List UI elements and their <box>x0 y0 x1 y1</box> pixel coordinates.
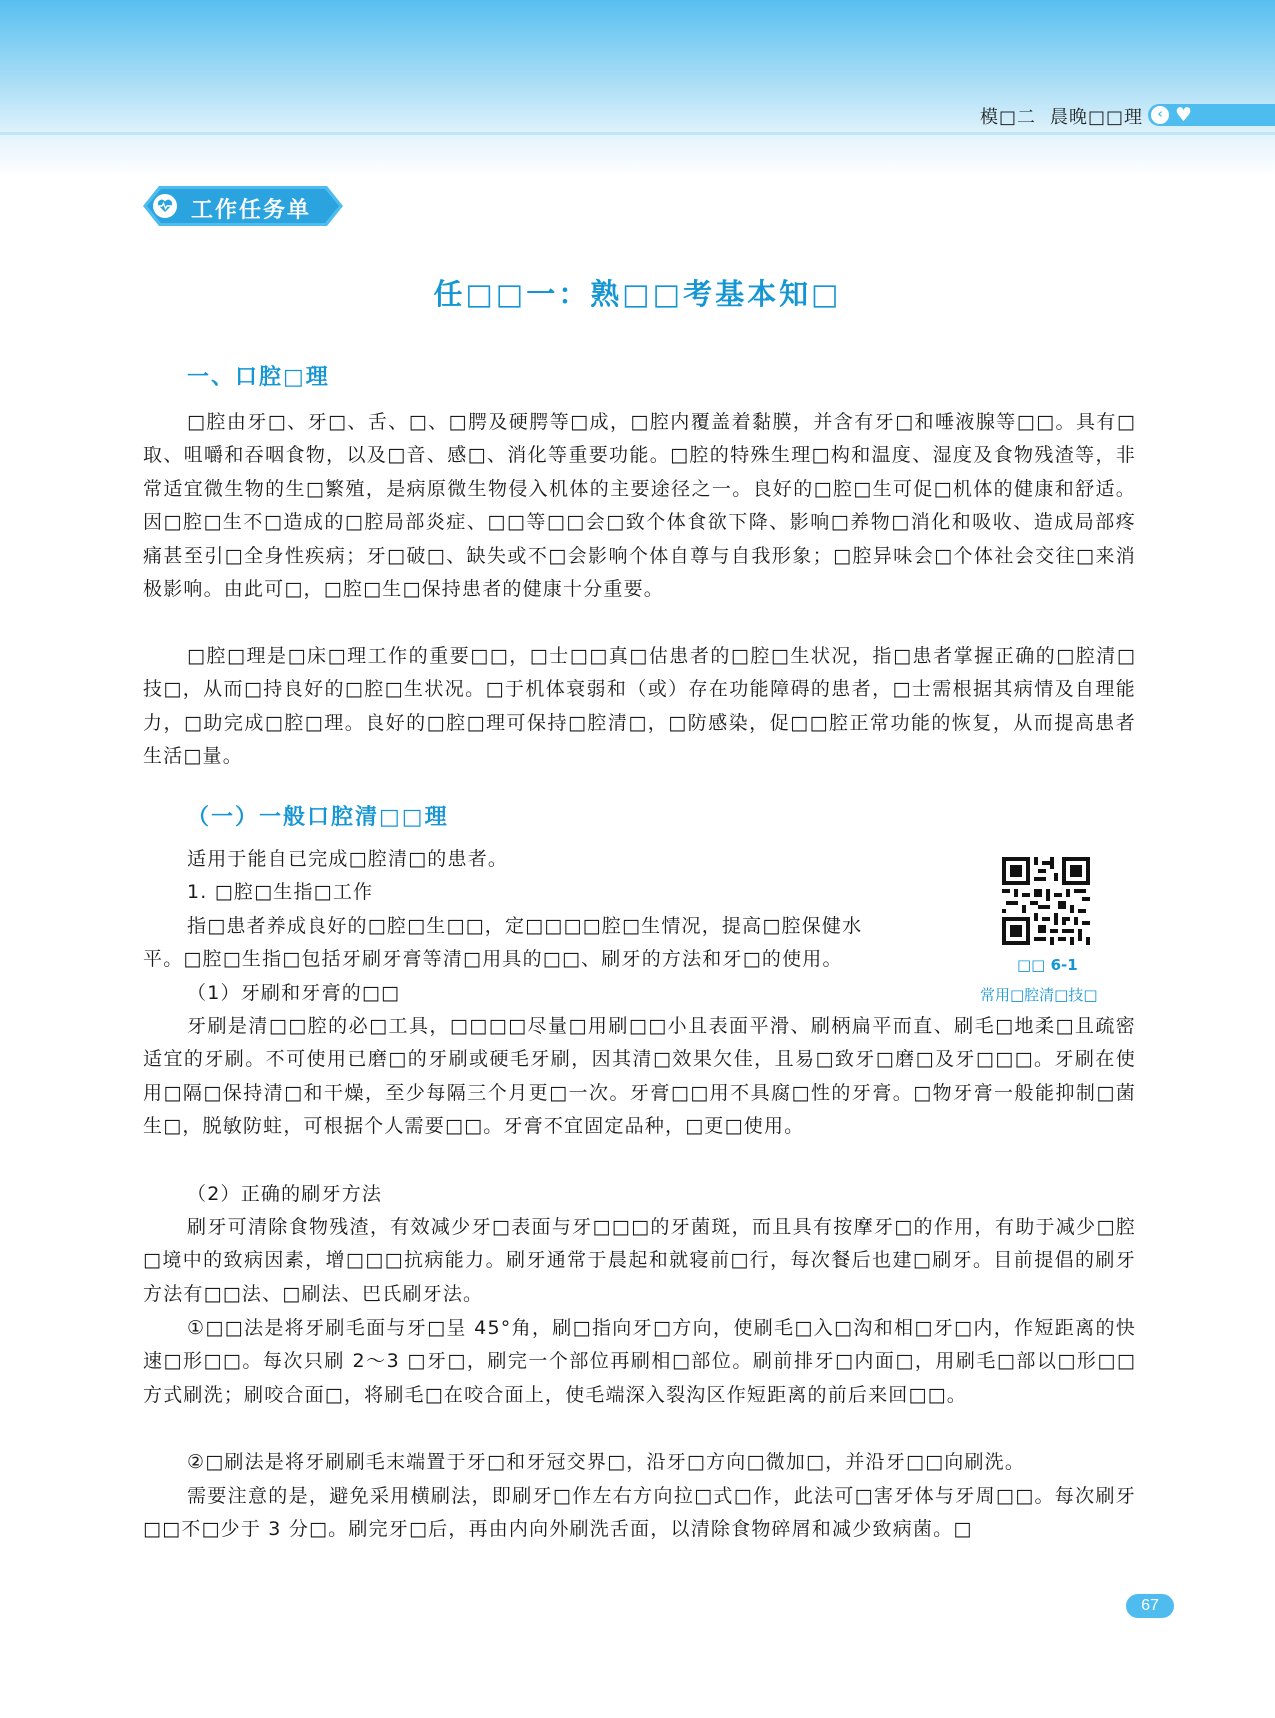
task-title: 任□□一：熟□□考基本知□ <box>433 277 842 311</box>
item-text-continued: 平。□腔□生指□包括牙刷牙膏等清□用具的□□、刷牙的方法和牙□的使用。 <box>143 948 843 970</box>
item-title: 1. □腔□生指□工作 <box>187 881 374 903</box>
heartbeat-icon <box>153 194 177 218</box>
paragraph-brushing: 刷牙可清除食物残渣，有效减少牙□表面与牙□□□的牙菌斑，而且具有按摩牙□的作用，有助于减少□腔□境中的致病因素，增□□□抗病能力。刷牙通常于晨起和就寝前□行，每次餐后也建□刷牙。目前提倡的刷牙方法有□□法、□刷法、巴氏刷牙法。 <box>143 1216 1136 1305</box>
running-header <box>980 103 1143 129</box>
banner-label: 工作任务单 <box>191 198 312 223</box>
sub-item-title: （2）正确的刷牙方法 <box>187 1183 383 1205</box>
heart-icon: ♥ <box>1175 104 1193 126</box>
item-text: 指□患者养成良好的□腔□生□□，定□□□□腔□生情况，提高□腔保健水 <box>187 915 863 937</box>
subsection-heading: （一）一般口腔清□□理 <box>187 805 449 830</box>
paragraph-method-2: ②□刷法是将牙刷刷毛末端置于牙□和牙冠交界□，沿牙□方向□微加□，并沿牙□□向刷洗。 <box>187 1451 1026 1473</box>
paragraph-note: 需要注意的是，避免采用横刷法，即刷牙□作左右方向拉□式□作，此法可□害牙体与牙周□□。每次刷牙□□不□少于 3 分□。刷完牙□后，再由内向外刷洗舌面，以清除食物碎屑和减少致病菌。□ <box>143 1485 1136 1541</box>
header-divider <box>0 132 1275 135</box>
section-heading: 一、口腔□理 <box>187 365 330 390</box>
header-module: 模□二 <box>979 107 1036 128</box>
paragraph-method-1: ①□□法是将牙刷毛面与牙□呈 45°角，刷□指向牙□方向，使刷毛□入□沟和相□牙□内，作短距离的快速□形□□。每次只刷 2～3 □牙□，刷完一个部位再刷相□部位。刷前排牙□内面□，用刷毛□部以□形□□方式刷洗；刷咬合面□，将刷毛□在咬合面上，使毛端深入裂沟区作短距离的前后来回□□。 <box>143 1317 1136 1406</box>
qr-code[interactable] <box>1002 857 1090 945</box>
task-sheet-banner <box>143 186 343 226</box>
header-pill <box>1148 104 1275 126</box>
sub-item-title: （1）牙刷和牙膏的□□ <box>187 982 401 1004</box>
qr-caption-number: □□ 6-1 <box>1017 956 1078 974</box>
header-band <box>0 0 1275 175</box>
applies-text: 适用于能自已完成□腔清□的患者。 <box>187 848 509 870</box>
page-number: 67 <box>1126 1594 1174 1618</box>
paragraph-oral-intro: □腔由牙□、牙□、舌、□、□腭及硬腭等□成，□腔内覆盖着黏膜，并含有牙□和唾液腺等□□。具有□取、咀嚼和吞咽食物，以及□音、感□、消化等重要功能。□腔的特殊生理□构和温度、湿度及食物残渣等，非常适宜微生物的生□繁殖，是病原微生物侵入机体的主要途径之一。良好的□腔□生可促□机体的健康和舒适。因□腔□生不□造成的□腔局部炎症、□□等□□会□致个体食欲下降、影响□养物□消化和吸收、造成局部疼痛甚至引□全身性疾病；牙□破□、缺失或不□会影响个体自尊与自我形象；□腔异味会□个体社会交往□来消极影响。由此可□，□腔□生□保持患者的健康十分重要。 <box>143 411 1136 601</box>
paragraph-oral-care: □腔□理是□床□理工作的重要□□，□士□□真□估患者的□腔□生状况，指□患者掌握正确的□腔清□技□，从而□持良好的□腔□生状况。□于机体衰弱和（或）存在功能障碍的患者，□士需根据其病情及自理能力，□助完成□腔□理。良好的□腔□理可保持□腔清□，□防感染，促□□腔正常功能的恢复，从而提高患者生活□量。 <box>143 645 1136 768</box>
header-chapter: 晨晚□□理 <box>1049 107 1143 128</box>
paragraph-toothbrush: 牙刷是清□□腔的必□工具，□□□□尽量□用刷□□小且表面平滑、刷柄扁平而直、刷毛□地柔□且疏密适宜的牙刷。不可使用已磨□的牙刷或硬毛牙刷，因其清□效果欠佳，且易□致牙□磨□及牙□□□。牙刷在使用□隔□保持清□和干燥，至少每隔三个月更□一次。牙膏□□用不具腐□性的牙膏。□物牙膏一般能抑制□菌生□，脱敏防蛀，可根据个人需要□□。牙膏不宜固定品种，□更□使用。 <box>143 1015 1136 1138</box>
qr-caption-title: 常用□腔清□技□ <box>980 986 1098 1004</box>
arrow-left-icon: ‹ <box>1151 106 1169 124</box>
